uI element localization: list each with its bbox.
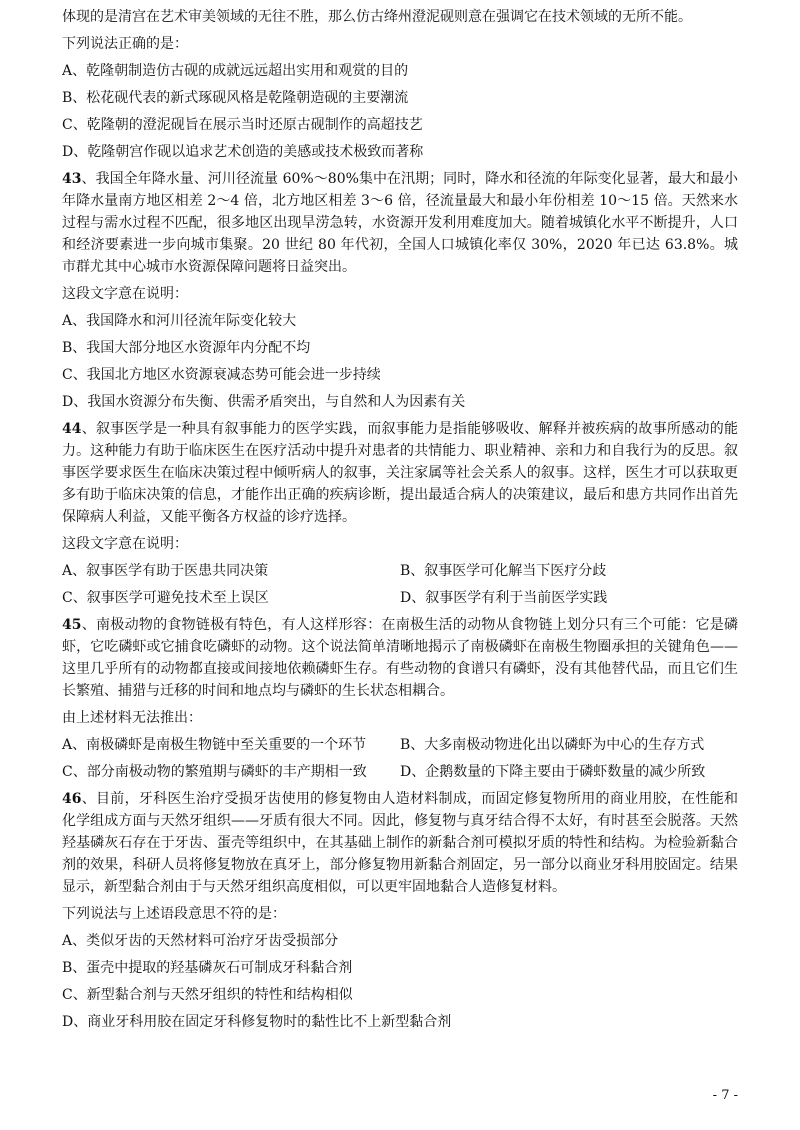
q46-stem xyxy=(62,788,738,898)
q43-option-b: B、我国大部分地区水资源年内分配不均 xyxy=(62,340,311,356)
q44-prompt: 这段文字意在说明： xyxy=(62,536,188,552)
q43-option-a: A、我国降水和河川径流年际变化较大 xyxy=(62,313,297,329)
q46-option-c: C、新型黏合剂与天然牙组织的特性和结构相似 xyxy=(62,987,353,1003)
q42-option-d: D、乾隆朝宫作砚以追求艺术创造的美感或技术极致而著称 xyxy=(62,144,424,160)
q45-option-c: C、部分南极动物的繁殖期与磷虾的丰产期相一致 xyxy=(62,764,367,780)
q45-option-a: A、南极磷虾是南极生物链中至关重要的一个环节 xyxy=(62,737,367,753)
q45-prompt: 由上述材料无法推出： xyxy=(62,710,202,726)
q44-option-c: C、叙事医学可避免技术至上误区 xyxy=(62,590,269,606)
q43-number: 43 xyxy=(62,171,82,187)
q46-option-b: B、蛋壳中提取的羟基磷灰石可制成牙科黏合剂 xyxy=(62,960,353,976)
q43-stem xyxy=(62,168,738,278)
passage-tail: 体现的是清宫在艺术审美领域的无往不胜，那么仿古绛州澄泥砚则意在强调它在技术领域的无所不能。 xyxy=(62,9,692,25)
q45-option-d: D、企鹅数量的下降主要由于磷虾数量的减少所致 xyxy=(400,764,706,780)
q42-option-b: B、松花砚代表的新式琢砚风格是乾隆朝造砚的主要潮流 xyxy=(62,90,409,106)
q42-option-a: A、乾隆朝制造仿古砚的成就远远超出实用和观赏的目的 xyxy=(62,63,409,79)
q43-option-c: C、我国北方地区水资源衰减态势可能会进一步持续 xyxy=(62,367,381,383)
q46-text: 、目前，牙科医生治疗受损牙齿使用的修复物由人造材料制成，而固定修复物所用的商业用胶，在性能和化学组成方面与天然牙组织——牙质有很大不同。因此，修复物与真牙结合得不太好，有时甚至会脱落。天然羟基磷灰石存在于牙齿、蛋壳等组织中，在其基础上制作的新黏合剂可模拟牙质的特性和结构。为检验新黏合剂的效果，科研人员将修复物放在真牙上，部分修复物用新黏合剂固定，另一部分以商业牙科用胶固定。结果显示，新型黏合剂由于与天然牙组织高度相似，可以更牢固地黏合人造修复材料。 xyxy=(62,791,738,895)
q45-number: 45 xyxy=(62,617,82,633)
q43-option-d: D、我国水资源分布失衡、供需矛盾突出，与自然和人为因素有关 xyxy=(62,394,466,410)
q44-number: 44 xyxy=(62,421,82,437)
q46-option-a: A、类似牙齿的天然材料可治疗牙齿受损部分 xyxy=(62,933,339,949)
q44-option-b: B、叙事医学可化解当下医疗分歧 xyxy=(400,563,607,579)
q46-number: 46 xyxy=(62,791,82,807)
q45-option-b: B、大多南极动物进化出以磷虾为中心的生存方式 xyxy=(400,737,705,753)
q42-prompt: 下列说法正确的是： xyxy=(62,36,188,52)
q46-prompt: 下列说法与上述语段意思不符的是： xyxy=(62,906,286,922)
q42-option-c: C、乾隆朝的澄泥砚旨在展示当时还原古砚制作的高超技艺 xyxy=(62,117,423,133)
page-number: - 7 - xyxy=(712,1088,738,1103)
q45-stem xyxy=(62,614,738,702)
q46-option-d: D、商业牙科用胶在固定牙科修复物时的黏性比不上新型黏合剂 xyxy=(62,1014,452,1030)
q43-prompt: 这段文字意在说明： xyxy=(62,286,188,302)
q44-text: 、叙事医学是一种具有叙事能力的医学实践，而叙事能力是指能够吸收、解释并被疾病的故事所感动的能力。这种能力有助于临床医生在医疗活动中提升对患者的共情能力、职业精神、亲和力和自我行为的反思。叙事医学要求医生在临床决策过程中倾听病人的叙事，关注家属等社会关系人的叙事。这样，医生才可以获取更多有助于临床决策的信息，才能作出正确的疾病诊断，提出最适合病人的决策建议，最后和患方共同作出首先保障病人利益，又能平衡各方权益的诊疗选择。 xyxy=(62,421,738,525)
q43-text: 、我国全年降水量、河川径流量 60%～80%集中在汛期；同时，降水和径流的年际变化显著，最大和最小年降水量南方地区相差 2～4 倍，北方地区相差 3～6 倍，径流量最大和最小年份相差 10～15 倍。天然来水过程与需水过程不匹配，很多地区出现旱涝急转，水资源开发利用难度加大。随着城镇化水平不断提升，人口和经济要素进一步向城市集聚。20 世纪 80 年代初，全国人口城镇化率仅 30%，2020 年已达 63.8%。城市群尤其中心城市水资源保障问题将日益突出。 xyxy=(62,171,738,275)
q44-options-row-1 xyxy=(62,560,738,582)
q45-text: 、南极动物的食物链极有特色，有人这样形容：在南极生活的动物从食物链上划分只有三个可能：它是磷虾，它吃磷虾或它捕食吃磷虾的动物。这个说法简单清晰地揭示了南极磷虾在南极生物圈承担的关键角色——这里几乎所有的动物都直接或间接地依赖磷虾生存。有些动物的食谱只有磷虾，没有其他替代品，而且它们生长繁殖、捕猎与迁移的时间和地点均与磷虾的生长状态相耦合。 xyxy=(62,617,738,699)
q44-stem xyxy=(62,418,738,528)
q45-options-row-2 xyxy=(62,761,738,783)
q44-options-row-2 xyxy=(62,587,738,609)
q44-option-a: A、叙事医学有助于医患共同决策 xyxy=(62,563,269,579)
q45-options-row-1 xyxy=(62,734,738,756)
q44-option-d: D、叙事医学有利于当前医学实践 xyxy=(400,590,608,606)
